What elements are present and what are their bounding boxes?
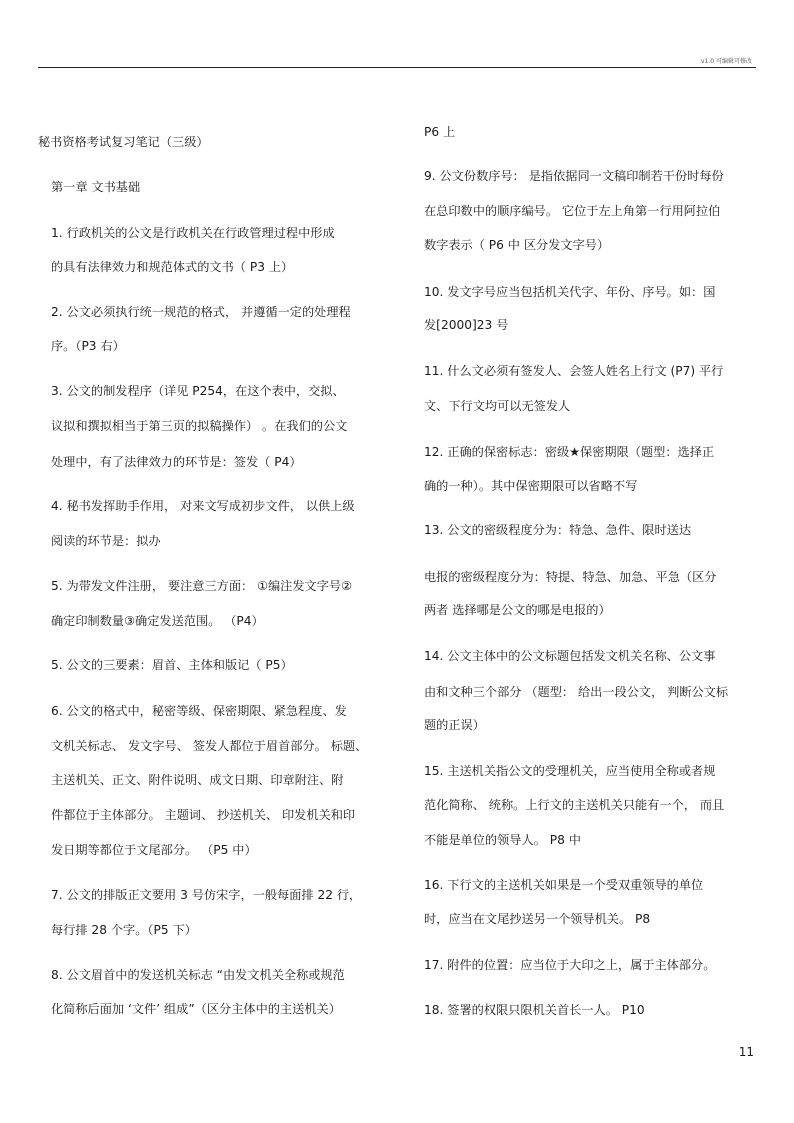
- text-line: 处理中，有了法律效力的环节是：签发（ P4）: [51, 455, 302, 469]
- text-line: 由和文种三个部分 （题型： 给出一段公文， 判断公文标: [424, 685, 729, 699]
- text-line: 9. 公文份数序号： 是指依据同一文稿印制若干份时每份: [424, 169, 724, 183]
- text-line: 14. 公文主体中的公文标题包括发文机关名称、公文事: [424, 649, 716, 663]
- text-line: 范化简称、 统称。上行文的主送机关只能有一个， 而且: [424, 798, 725, 812]
- text-line: 两者 选择哪是公文的哪是电报的）: [424, 603, 611, 617]
- text-line: 5. 公文的三要素：眉首、主体和版记（ P5）: [51, 658, 293, 672]
- text-line: 议拟和撰拟相当于第三页的拟稿操作） 。在我们的公文: [51, 419, 348, 433]
- text-line: P6 上: [424, 125, 456, 139]
- text-line: 2. 公文必须执行统一规范的格式， 并遵循一定的处理程: [51, 305, 351, 319]
- text-line: 不能是单位的领导人。 P8 中: [424, 833, 581, 847]
- text-line: 文、下行文均可以无签发人: [424, 399, 571, 413]
- text-line: 11. 什么文必须有签发人、会签人姓名上行文 (P7) 平行: [424, 364, 724, 378]
- text-line: 1. 行政机关的公文是行政机关在行政管理过程中形成: [51, 226, 335, 240]
- text-line: 秘书资格考试复习笔记（三级）: [38, 135, 209, 149]
- text-line: 序。（P3 右）: [51, 339, 125, 353]
- text-line: 文机关标志、 发文字号、 签发人都位于眉首部分。 标题、: [51, 739, 368, 753]
- header-rule: [38, 67, 756, 68]
- text-line: 5. 为带发文件注册， 要注意三方面： ①编注发文字号②: [51, 579, 353, 593]
- text-line: 13. 公文的密级程度分为：特急、急件、限时送达: [424, 523, 692, 537]
- text-line: 件都位于主体部分。 主题词、 抄送机关、 印发机关和印: [51, 808, 356, 822]
- page-number: 11: [738, 1045, 754, 1059]
- text-line: 发[2000]23 号: [424, 318, 509, 332]
- text-line: 数字表示（ P6 中 区分发文字号）: [424, 238, 610, 252]
- text-line: 4. 秘书发挥助手作用， 对来文写成初步文件， 以供上级: [51, 499, 355, 513]
- text-line: 化简称后面加 ‘文件’ 组成”（区分主体中的主送机关）: [51, 1002, 341, 1016]
- text-line: 的具有法律效力和规范体式的文书（ P3 上）: [51, 260, 294, 274]
- text-line: 18. 签署的权限只限机关首长一人。 P10: [424, 1003, 645, 1017]
- text-line: 第一章 文书基础: [51, 180, 141, 194]
- text-line: 3. 公文的制发程序（详见 P254，在这个表中，交拟、: [51, 384, 345, 398]
- text-line: 16. 下行文的主送机关如果是一个受双重领导的单位: [424, 878, 704, 892]
- text-line: 17. 附件的位置：应当位于大印之上，属于主体部分。: [424, 958, 716, 972]
- text-line: 10. 发文字号应当包括机关代字、年份、序号。如：国: [424, 285, 716, 299]
- text-line: 12. 正确的保密标志：密级★保密期限（题型：选择正: [424, 445, 715, 459]
- text-line: 时，应当在文尾抄送另一个领导机关。 P8: [424, 912, 651, 926]
- text-line: 确定印制数量③确定发送范围。 （P4）: [51, 614, 264, 628]
- text-line: 阅读的环节是：拟办: [51, 534, 161, 548]
- text-line: 电报的密级程度分为：特提、特急、加急、平急（区分: [424, 570, 717, 584]
- text-line: 15. 主送机关指公文的受理机关，应当使用全称或者规: [424, 764, 716, 778]
- text-line: 发日期等都位于文尾部分。 （P5 中）: [51, 843, 257, 857]
- header-note: v1.0 可编辑可修改: [700, 58, 752, 65]
- text-line: 每行排 28 个字。（P5 下）: [51, 923, 197, 937]
- text-line: 6. 公文的格式中，秘密等级、保密期限、紧急程度、发: [51, 704, 347, 718]
- text-line: 主送机关、正文、附件说明、成文日期、印章附注、附: [51, 773, 344, 787]
- text-line: 确的一种）。其中保密期限可以省略不写: [424, 479, 638, 493]
- text-line: 题的正误）: [424, 718, 485, 732]
- text-line: 8. 公文眉首中的发送机关标志 “由发文机关全称或规范: [51, 968, 345, 982]
- text-line: 在总印数中的顺序编号。 它位于左上角第一行用阿拉伯: [424, 204, 721, 218]
- text-line: 7. 公文的排版正文要用 3 号仿宋字，一般每面排 22 行，: [51, 888, 362, 902]
